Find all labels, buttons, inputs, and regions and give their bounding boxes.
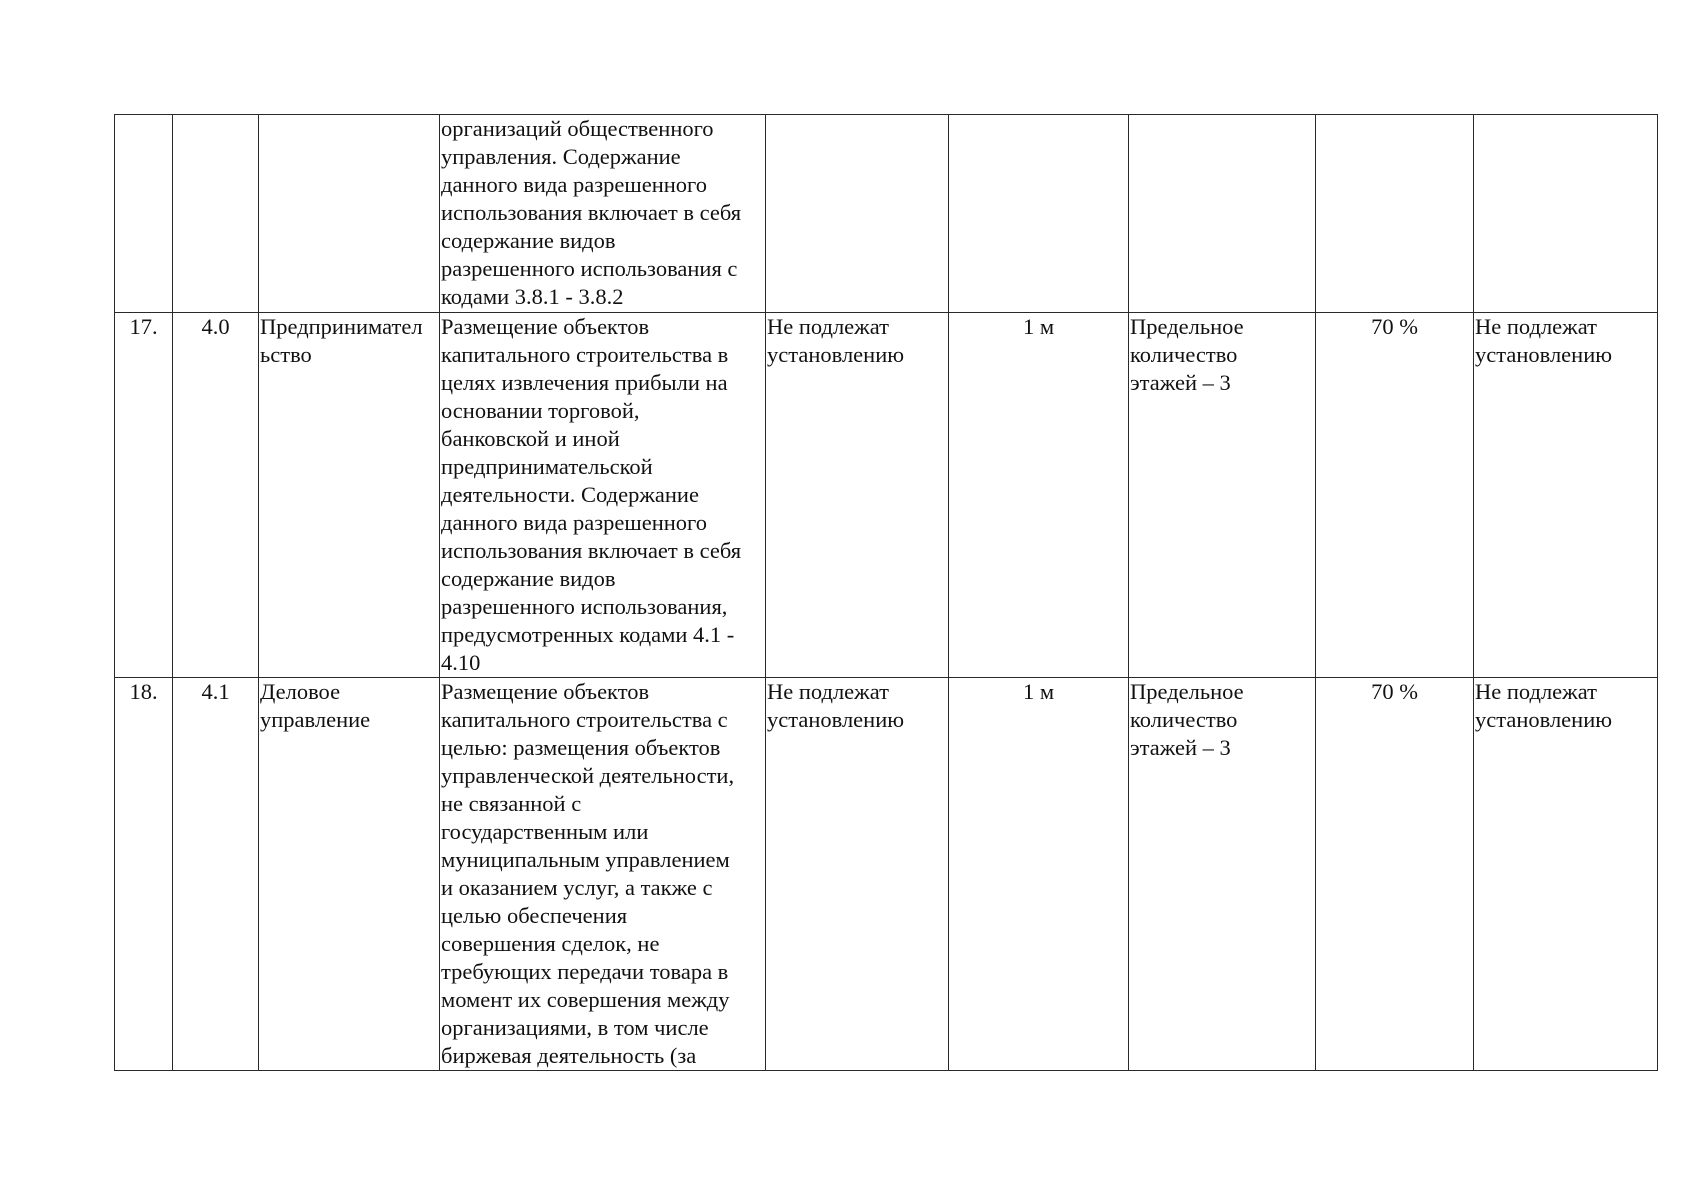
use-description-cell: организаций общественного управления. Содержание данного вида разрешенного использования включает в себя содержание видов разрешенного использования с кодами 3.8.1 - 3.8.2: [440, 115, 766, 313]
row-number-cell: [115, 115, 173, 313]
parameter-cell-6: 1 м: [949, 313, 1129, 678]
parameter-cell-7: [1129, 115, 1316, 313]
use-name-cell: [259, 115, 440, 313]
parameter-cell-7: Предельное количество этажей – 3: [1129, 678, 1316, 1071]
table-row: [115, 678, 1658, 1071]
use-name-cell: Предпринимател ьство: [259, 313, 440, 678]
parameter-cell-5: [766, 115, 949, 313]
use-code-cell: 4.0: [173, 313, 259, 678]
parameter-cell-8: 70 %: [1316, 678, 1474, 1071]
table-row: [115, 115, 1658, 313]
parameter-cell-5: Не подлежат установлению: [766, 313, 949, 678]
row-number-cell: 18.: [115, 678, 173, 1071]
use-description-cell: Размещение объектов капитального строительства в целях извлечения прибыли на основании торговой, банковской и иной предпринимательской деятельности. Содержание данного вида разрешенного использования включает в себя содержание видов разрешенного использования, предусмотренных кодами 4.1 - 4.10: [440, 313, 766, 678]
zoning-regulations-table: [114, 114, 1658, 1071]
parameter-cell-9: [1474, 115, 1658, 313]
parameter-cell-8: 70 %: [1316, 313, 1474, 678]
use-description-cell: Размещение объектов капитального строительства с целью: размещения объектов управленческой деятельности, не связанной с государственным или муниципальным управлением и оказанием услуг, а также с целью обеспечения совершения сделок, не требующих передачи товара в момент их совершения между организациями, в том числе биржевая деятельность (за: [440, 678, 766, 1071]
parameter-cell-7: Предельное количество этажей – 3: [1129, 313, 1316, 678]
table-row: [115, 313, 1658, 678]
parameter-cell-8: [1316, 115, 1474, 313]
parameter-cell-9: Не подлежат установлению: [1474, 313, 1658, 678]
use-code-cell: [173, 115, 259, 313]
use-code-cell: 4.1: [173, 678, 259, 1071]
row-number-cell: 17.: [115, 313, 173, 678]
parameter-cell-6: [949, 115, 1129, 313]
parameter-cell-6: 1 м: [949, 678, 1129, 1071]
use-name-cell: Деловое управление: [259, 678, 440, 1071]
parameter-cell-5: Не подлежат установлению: [766, 678, 949, 1071]
parameter-cell-9: Не подлежат установлению: [1474, 678, 1658, 1071]
